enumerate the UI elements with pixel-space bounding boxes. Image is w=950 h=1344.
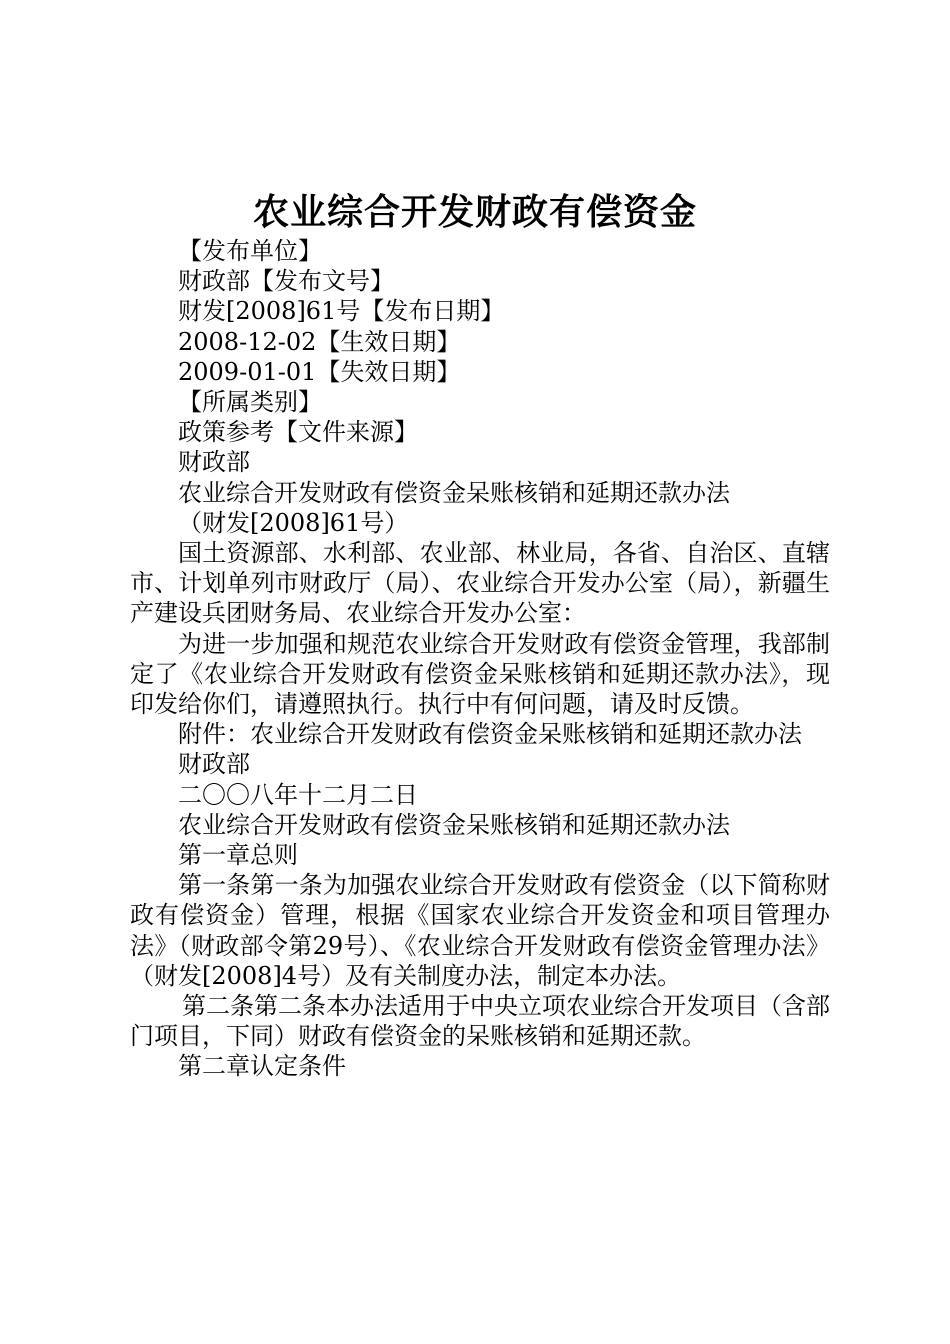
meta-line-publisher-label: 【发布单位】 <box>178 237 322 265</box>
notice-paragraph: 为进一步加强和规范农业综合开发财政有偿资金管理，我部制定了《农业综合开发财政有偿资金呆账核销和延期还款办法》，现印发给你们，请遵照执行。执行中有何问题，请及时反馈。 <box>130 629 830 719</box>
document-title: 农业综合开发财政有偿资金 <box>252 192 697 233</box>
chapter-1-heading: 第一章总则 <box>178 841 298 870</box>
chapter-2-heading: 第二章认定条件 <box>178 1052 346 1081</box>
meta-line-publish-date: 2008-12-02【生效日期】 <box>178 327 461 356</box>
document-body <box>130 236 830 1082</box>
attachment-paragraph: 附件：农业综合开发财政有偿资金呆账核销和延期还款办法 <box>178 720 802 749</box>
meta-line-category-label: 【所属类别】 <box>178 388 322 417</box>
meta-line-effective-date: 2009-01-01【失效日期】 <box>178 357 461 386</box>
meta-line-publisher: 财政部【发布文号】 <box>178 267 394 296</box>
signature: 财政部 <box>178 750 250 779</box>
meta-line-doc-number: 财发[2008]61号【发布日期】 <box>178 297 505 326</box>
article-1-paragraph: 第一条第一条为加强农业综合开发财政有偿资金（以下简称财政有偿资金）管理，根据《国家农业综合开发资金和项目管理办法》（财政部令第29号）、《农业综合开发财政有偿资金管理办法》（财发[2008]4号）及有关制度办法，制定本办法。 <box>130 871 830 990</box>
meta-line-measure-title: 农业综合开发财政有偿资金呆账核销和延期还款办法 <box>178 478 730 507</box>
meta-line-category: 政策参考【文件来源】 <box>178 418 418 447</box>
addressees-paragraph: 国土资源部、水利部、农业部、林业局，各省、自治区、直辖市、计划单列市财政厅（局）、农业综合开发办公室（局），新疆生产建设兵团财务局、农业综合开发办公室： <box>130 539 830 628</box>
measure-heading: 农业综合开发财政有偿资金呆账核销和延期还款办法 <box>178 810 730 839</box>
article-2-paragraph: 第二条第二条本办法适用于中央立项农业综合开发项目（含部门项目，下同）财政有偿资金的呆账核销和延期还款。 <box>130 992 830 1051</box>
issue-date: 二〇〇八年十二月二日 <box>178 780 418 809</box>
meta-line-source: 财政部 <box>178 448 250 477</box>
meta-line-measure-number: （财发[2008]61号） <box>178 508 409 537</box>
